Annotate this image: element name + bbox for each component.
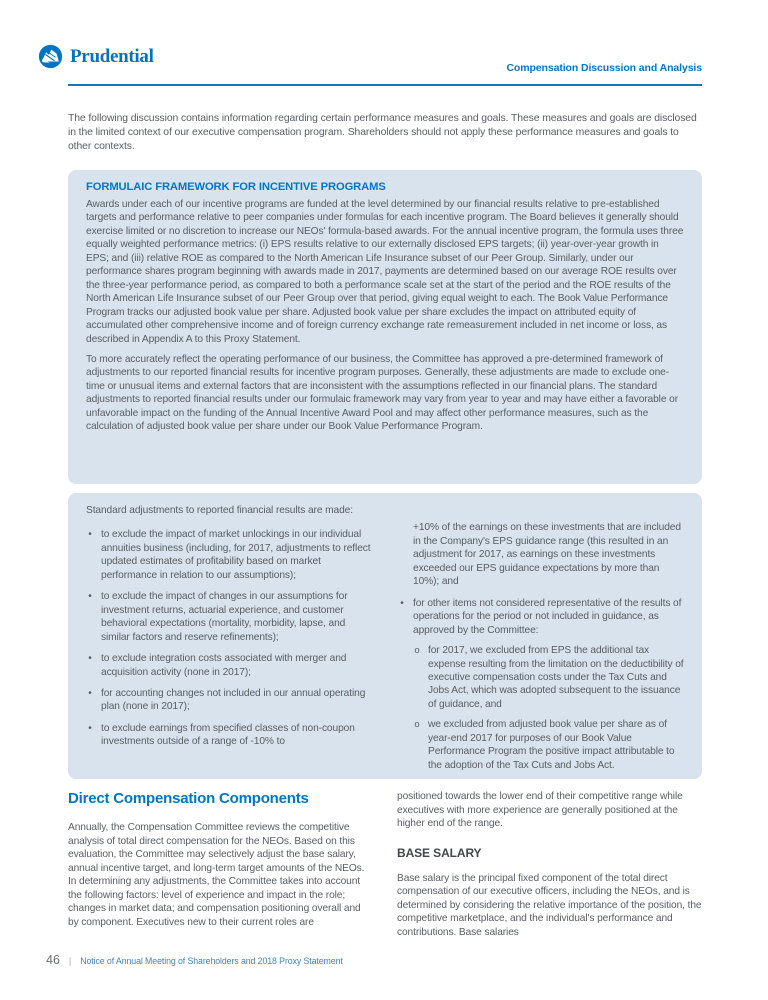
list-item [86, 590, 372, 644]
formulaic-framework-box [68, 170, 702, 484]
adjustments-right-column [398, 520, 684, 772]
list-item [398, 597, 684, 637]
base-salary-heading: BASE SALARY [397, 845, 482, 860]
footer-text: Notice of Annual Meeting of Shareholders and 2018 Proxy Statement [80, 956, 343, 966]
list-item [86, 687, 372, 714]
adjustments-list-left [86, 528, 372, 748]
bullet-icon: • [400, 597, 404, 609]
sub-list-item-text: we excluded from adjusted book value per share as of year-end 2017 for purposes of our Book Value Performance Program the positive impact attributable to the adoption of the Tax Cuts and Jobs Act. [428, 719, 675, 771]
header-divider-rule [68, 84, 702, 86]
list-item-text: to exclude the impact of changes in our assumptions for investment returns, actuarial experience, and customer behavioral expectations (mortality, morbidity, lapse, and similar factors and reserve refinements); [101, 591, 348, 643]
bullet-icon: • [88, 722, 92, 734]
direct-comp-continuation-paragraph: positioned towards the lower end of their competitive range while executives with more experience are generally positioned at the higher end of the range. [397, 791, 683, 829]
open-circle-bullet-icon: o [414, 645, 420, 657]
list-item-text: for other items not considered representative of the results of operations for the period or not included in guidance, as approved by the Committee: [413, 597, 682, 636]
intro-paragraph: The following discussion contains information regarding certain performance measures and goals. These measures and goals are disclosed in the limited context of our executive compensation program. Shareholders should not apply these performance measures and goals to other contexts. [68, 113, 697, 152]
direct-comp-paragraph: Annually, the Compensation Committee reviews the competitive analysis of total direct compensation for the NEOs. Based on this evaluation, the Committee may selectively adjust the base salary, annual incentive target, and long-term target amounts of the NEOs. In determining any adjustments, the Committee takes into account the following factors: level of experience and impact in the role; changes in market data; and compensation positioning overall and by component. Executives new to their current roles are [68, 822, 365, 928]
list-item-text: to exclude earnings from specified classes of non-coupon investments outside of a range of -10% to [101, 722, 355, 748]
page-header-title: Compensation Discussion and Analysis [506, 62, 702, 74]
bullet-icon: • [88, 653, 92, 665]
prudential-rock-icon [38, 44, 63, 69]
adjustments-lead-text: Standard adjustments to reported financial results are made: [86, 505, 353, 516]
prudential-logo [38, 44, 154, 69]
list-item [86, 722, 372, 749]
adjustments-sublist [413, 644, 684, 772]
base-salary-paragraph: Base salary is the principal fixed component of the total direct compensation of our executive officers, including the NEOs, and is determined by considering the relative importance of the position, the competitive marketplace, and the individual's performance and contributions. Base salaries [397, 872, 702, 938]
list-item-text: to exclude integration costs associated with merger and acquisition activity (none in 2017); [101, 653, 347, 678]
framework-paragraph-1: Awards under each of our incentive programs are funded at the level determined by our financial results relative to pre-established targets and performance relative to peer companies under formulas for each incentive program. The Board believes it generally should exercise limited or no discretion to increase our NEOs' formula-based awards. For the annual incentive program, the formula uses three equally weighted performance metrics: (i) EPS results relative to our externally disclosed EPS targets; (ii) year-over-year growth in EPS; and (iii) relative ROE as compared to the North American Life Insurance subset of our Peer Group. Similarly, under our performance shares program beginning with awards made in 2017, payments are determined based on our average ROE results over the three-year performance period, as compared to both a performance scale set at the start of the period and the ROE results of the North American Life Insurance subset of our Peer Group over that period, giving equal weight to each. The Book Value Performance Program tracks our adjusted book value per share. Adjusted book value per share excludes the impact on attributed equity of accumulated other comprehensive income and of foreign currency exchange rate remeasurement included in net income or loss, as described in Appendix A to this Proxy Statement. [86, 199, 684, 345]
bullet-continuation-text: +10% of the earnings on these investments that are included in the Company's EPS guidance range (this resulted in an adjustment for 2017, as earnings on these investments exceeded our EPS guidance expectations by more than 10%); and [413, 522, 681, 588]
adjustments-left-column [86, 520, 372, 772]
open-circle-bullet-icon: o [414, 719, 420, 731]
bullet-icon: • [88, 591, 92, 603]
sub-list-item [413, 644, 684, 711]
direct-comp-right-column [397, 790, 702, 939]
page-number: 46 [46, 953, 60, 967]
direct-comp-left-column [68, 790, 373, 939]
bullet-icon: • [88, 687, 92, 699]
list-item [86, 652, 372, 679]
formulaic-framework-heading: FORMULAIC FRAMEWORK FOR INCENTIVE PROGRAMS [86, 181, 386, 193]
sub-list-item [413, 718, 684, 772]
list-item-text: for accounting changes not included in our annual operating plan (none in 2017); [101, 687, 366, 713]
bullet-icon: • [88, 529, 92, 541]
sub-list-item-text: for 2017, we excluded from EPS the additional tax expense resulting from the limitation on the deductibility of executive compensation costs under the Tax Cuts and Jobs Act, which was adopted subsequent to the issuance of guidance, and [428, 645, 684, 710]
adjustments-list-right [398, 597, 684, 637]
list-item-text: to exclude the impact of market unlockings in our individual annuities business (including, for 2017, adjustments to reflect updated estimates of profitability based on market performance in relation to our assumptions); [101, 529, 371, 581]
direct-compensation-section [68, 790, 702, 939]
list-item [86, 528, 372, 582]
direct-comp-heading: Direct Compensation Components [68, 790, 309, 807]
framework-paragraph-2: To more accurately reflect the operating performance of our business, the Committee has approved a pre-determined framework of adjustments to our reported financial results for incentive program purposes. Generally, these adjustments are made to exclude one-time or unusual items and external factors that are inconsistent with the assumptions reflected in our financial plans. The standard adjustments to reported financial results under our formulaic framework may vary from year to year and may have either a favorable or unfavorable impact on the funding of the Annual Incentive Award Pool and may affect other performance measures, such as the calculation of adjusted book value per share under our Book Value Performance Program. [86, 353, 678, 433]
standard-adjustments-box [68, 493, 702, 779]
page-footer [46, 953, 343, 967]
footer-divider: | [68, 956, 72, 966]
brand-wordmark: Prudential [70, 45, 154, 67]
